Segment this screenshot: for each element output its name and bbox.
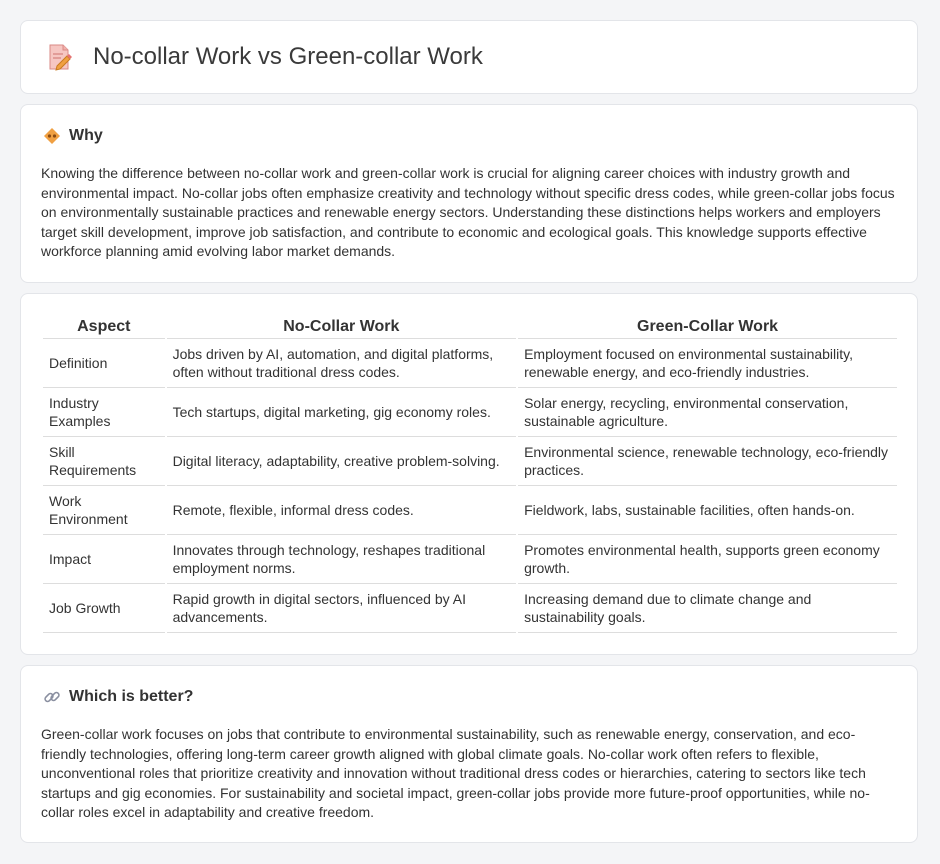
cell-aspect: Impact [43, 535, 165, 584]
header-aspect: Aspect [43, 316, 165, 339]
cell-no-collar: Remote, flexible, informal dress codes. [167, 486, 517, 535]
table-row [43, 339, 897, 388]
title-card [20, 20, 918, 94]
better-section [20, 665, 918, 843]
cell-no-collar: Innovates through technology, reshapes traditional employment norms. [167, 535, 517, 584]
page-title: No-collar Work vs Green-collar Work [93, 43, 483, 70]
cell-no-collar: Rapid growth in digital sectors, influenced by AI advancements. [167, 584, 517, 633]
cell-no-collar: Digital literacy, adaptability, creative problem-solving. [167, 437, 517, 486]
cell-green-collar: Employment focused on environmental sustainability, renewable energy, and eco-friendly industries. [518, 339, 897, 388]
link-chain-icon [43, 688, 61, 706]
header-green-collar: Green-Collar Work [518, 316, 897, 339]
better-heading-row [43, 688, 193, 706]
cell-green-collar: Promotes environmental health, supports green economy growth. [518, 535, 897, 584]
table-row [43, 486, 897, 535]
cell-green-collar: Environmental science, renewable technology, eco-friendly practices. [518, 437, 897, 486]
diamond-badge-icon [43, 127, 61, 145]
comparison-table [41, 316, 899, 633]
why-heading-row [43, 127, 103, 145]
comparison-section [20, 293, 918, 655]
why-section [20, 104, 918, 283]
why-heading: Why [69, 127, 103, 144]
cell-aspect: Work Environment [43, 486, 165, 535]
table-row [43, 388, 897, 437]
better-text: Green-collar work focuses on jobs that contribute to environmental sustainability, such as renewable energy, conservation, and eco-friendly technologies, offering long-term career growth aligned with global climate goals. No-collar work often refers to flexible, unconventional roles that prioritize creativity and innovation without traditional dress codes or hierarchies, catering to sectors like tech startups and gig economies. For sustainability and societal impact, green-collar jobs provide more future-proof opportunities, while no-collar roles excel in adaptability and creative freedom. [41, 726, 870, 821]
document-pencil-icon [47, 43, 73, 71]
cell-aspect: Definition [43, 339, 165, 388]
why-text: Knowing the difference between no-collar work and green-collar work is crucial for aligning career choices with industry growth and environmental impact. No-collar jobs often emphasize creativity and technology without specific dress codes, while green-collar jobs focus on environmentally sustainable practices and renewable energy sectors. Understanding these distinctions helps workers and employers target skill development, improve job satisfaction, and contribute to economic and ecological goals. This knowledge supports effective workforce planning amid evolving labor market demands. [41, 165, 895, 260]
title-row [47, 43, 483, 71]
cell-aspect: Skill Requirements [43, 437, 165, 486]
header-no-collar: No-Collar Work [167, 316, 517, 339]
table-row [43, 535, 897, 584]
cell-green-collar: Increasing demand due to climate change and sustainability goals. [518, 584, 897, 633]
better-heading: Which is better? [69, 688, 194, 705]
table-row [43, 584, 897, 633]
cell-aspect: Job Growth [43, 584, 165, 633]
cell-green-collar: Fieldwork, labs, sustainable facilities, often hands-on. [518, 486, 897, 535]
table-row [43, 437, 897, 486]
cell-no-collar: Jobs driven by AI, automation, and digital platforms, often without traditional dress codes. [167, 339, 517, 388]
table-header-row [43, 316, 897, 339]
cell-aspect: Industry Examples [43, 388, 165, 437]
cell-green-collar: Solar energy, recycling, environmental conservation, sustainable agriculture. [518, 388, 897, 437]
cell-no-collar: Tech startups, digital marketing, gig economy roles. [167, 388, 517, 437]
